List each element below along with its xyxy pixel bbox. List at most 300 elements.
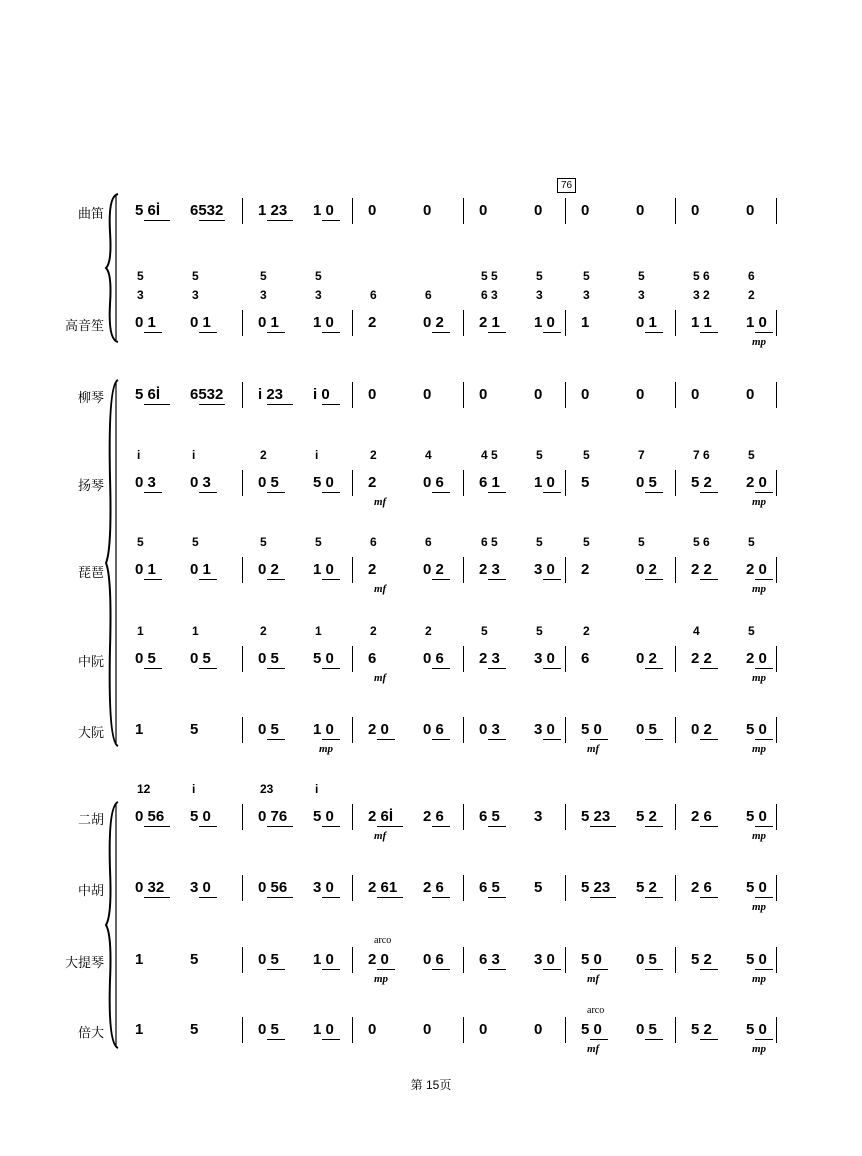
beam-line [700,579,718,580]
note-group: 0 5 [636,1021,657,1038]
barline [463,875,464,901]
barline [675,646,676,672]
chord-note: i [315,782,319,796]
barline [463,947,464,973]
beam-line [488,492,506,493]
barline [675,310,676,336]
note-group: 0 [479,1021,488,1038]
dynamic-mark: mp [752,830,767,842]
note-group: 5 0 [313,808,334,825]
chord-note: 5 [260,269,267,283]
barline [565,1017,566,1043]
note-group: 5 [190,721,199,738]
beam-line [144,220,170,221]
chord-note: 5 [536,448,543,462]
barline [352,198,353,224]
beam-line [700,492,718,493]
note-group: 0 [368,1021,377,1038]
barline [242,557,243,583]
note-group: 2 6 [423,808,444,825]
beam-line [322,492,340,493]
chord-note: 6 [370,288,377,302]
note-group: 6 5 [479,808,500,825]
dynamic-mark: mp [319,743,334,755]
note-group: 2 6 [691,808,712,825]
beam-line [755,969,773,970]
note-group: 2 2 [691,650,712,667]
beam-line [267,969,285,970]
chord-note: 6 [425,535,432,549]
chord-note: 5 [536,535,543,549]
beam-line [645,492,663,493]
chord-note: 6 [370,535,377,549]
beam-line [700,1039,718,1040]
barline [242,875,243,901]
note-group: 0 6 [423,721,444,738]
note-group: 3 0 [534,650,555,667]
beam-line [700,826,718,827]
note-group: 0 [746,386,755,403]
beam-line [199,404,225,405]
note-group: 3 0 [190,879,211,896]
note-group: 0 [691,202,700,219]
note-group: 0 6 [423,474,444,491]
beam-line [755,897,773,898]
note-group: 5 2 [691,1021,712,1038]
note-group: 0 2 [636,650,657,667]
note-group: 0 1 [636,314,657,331]
note-group: 0 [423,202,432,219]
beam-line [199,668,217,669]
beam-line [267,897,293,898]
note-group: 6532 [190,202,224,219]
note-group: 3 0 [534,721,555,738]
note-group: 5 0 [746,951,767,968]
note-group: 5 0 [313,650,334,667]
brace-bowed [104,800,120,1050]
chord-note: 5 [638,535,645,549]
note-group: 0 [479,202,488,219]
note-group: 2 [368,474,377,491]
chord-note: 5 [315,269,322,283]
note-group: 2 [368,314,377,331]
barline [675,198,676,224]
beam-line [144,404,170,405]
barline [675,557,676,583]
beam-line [432,579,450,580]
barline [565,646,566,672]
chord-note: 6 [425,288,432,302]
note-group: 0 5 [636,721,657,738]
chord-note: i [137,448,141,462]
beam-line [645,826,663,827]
chord-note: 3 [192,288,199,302]
barline [776,1017,777,1043]
dynamic-mark: mp [374,973,389,985]
note-group: 5 0 [581,721,602,738]
barline [352,382,353,408]
barline [242,310,243,336]
note-group: 5 2 [636,879,657,896]
beam-line [755,579,773,580]
chord-note: 5 [315,535,322,549]
note-group: 0 [636,202,645,219]
beam-line [377,897,403,898]
beam-line [645,969,663,970]
beam-line [488,897,506,898]
barline [463,557,464,583]
chord-note: 5 6 [693,269,710,283]
instrument-label: 琵琶 [77,565,104,580]
note-group: 0 1 [190,561,211,578]
instrument-label: 柳琴 [77,390,104,405]
barline [463,310,464,336]
beam-line [199,579,217,580]
brace-winds [104,192,120,344]
chord-note: 3 [315,288,322,302]
beam-line [543,668,561,669]
note-group: 6 5 [479,879,500,896]
beam-line [543,739,561,740]
barline [776,804,777,830]
note-group: 5 6İ [135,202,161,219]
note-group: 0 [691,386,700,403]
note-group: 0 2 [636,561,657,578]
note-group: 0 [423,386,432,403]
chord-note: 5 [748,535,755,549]
barline [463,717,464,743]
beam-line [144,492,162,493]
beam-line [645,897,663,898]
note-group: 0 [534,386,543,403]
dynamic-mark: mp [752,1043,767,1055]
barline [675,947,676,973]
chord-note: 6 [748,269,755,283]
beam-line [432,826,450,827]
note-group: 0 56 [135,808,165,825]
note-group: 0 5 [258,474,279,491]
note-group: 0 2 [423,314,444,331]
barline [565,198,566,224]
instrument-label: 大提琴 [64,955,104,970]
chord-note: 2 [260,448,267,462]
beam-line [645,579,663,580]
chord-note: 5 [583,535,590,549]
chord-note: 7 6 [693,448,710,462]
barline [565,947,566,973]
barline [242,198,243,224]
note-group: 0 5 [258,650,279,667]
dynamic-mark: mp [752,496,767,508]
beam-line [590,1039,608,1040]
note-group: 5 0 [581,951,602,968]
barline [675,804,676,830]
note-group: 0 [746,202,755,219]
beam-line [755,492,773,493]
beam-line [322,826,340,827]
barline [565,470,566,496]
beam-line [432,492,450,493]
beam-line [590,969,608,970]
note-group: 6 [368,650,377,667]
chord-note: 5 [137,269,144,283]
note-group: 2 0 [368,951,389,968]
note-group: 0 2 [423,561,444,578]
note-group: 3 0 [534,561,555,578]
chord-note: 6 5 [481,535,498,549]
chord-note: 5 [192,269,199,283]
note-group: 5 2 [691,951,712,968]
note-group: 2 61 [368,879,398,896]
page-footer: 第 15页 [410,1078,452,1092]
beam-line [199,332,217,333]
beam-line [432,668,450,669]
chord-note: 2 [748,288,755,302]
chord-note: 4 [425,448,432,462]
beam-line [322,404,340,405]
barline [242,382,243,408]
note-group: 0 5 [135,650,156,667]
barline [352,875,353,901]
dynamic-mark: mp [752,973,767,985]
barline [776,947,777,973]
chord-note: 2 [370,448,377,462]
dynamic-mark: mf [587,973,600,985]
dynamic-mark: mp [752,743,767,755]
note-group: 6 3 [479,951,500,968]
chord-note: 7 [638,448,645,462]
note-group: 5 0 [746,1021,767,1038]
chord-note: 3 [583,288,590,302]
chord-note: i [192,782,196,796]
chord-note: 5 [260,535,267,549]
note-group: 2 0 [746,650,767,667]
chord-note: 23 [260,782,274,796]
chord-note: i [315,448,319,462]
dynamic-mark: mf [374,672,387,684]
note-group: 0 5 [636,474,657,491]
note-group: 5 [534,879,543,896]
note-group: 2 1 [479,314,500,331]
barline [463,1017,464,1043]
note-group: 6532 [190,386,224,403]
barline [352,646,353,672]
beam-line [432,897,450,898]
beam-line [488,668,506,669]
note-group: 0 5 [258,951,279,968]
chord-note: 5 [583,269,590,283]
barline [463,198,464,224]
note-group: 5 0 [313,474,334,491]
note-group: 5 [190,951,199,968]
beam-line [322,739,340,740]
instrument-label: 大阮 [77,725,104,740]
note-group: 1 [581,314,590,331]
beam-line [322,969,340,970]
beam-line [488,826,506,827]
barline [776,310,777,336]
barline [352,557,353,583]
note-group: 2 0 [746,474,767,491]
note-group: 0 3 [190,474,211,491]
beam-line [267,826,293,827]
note-group: 0 1 [135,314,156,331]
chord-note: 5 [748,448,755,462]
note-group: 1 23 [258,202,288,219]
beam-line [199,492,217,493]
note-group: 1 [135,951,144,968]
dynamic-mark: mp [752,583,767,595]
beam-line [645,668,663,669]
barline [776,557,777,583]
barline [242,470,243,496]
note-group: 1 [135,721,144,738]
barline [675,470,676,496]
note-group: 1 [135,1021,144,1038]
note-group: 1 0 [313,202,334,219]
beam-line [700,739,718,740]
note-group: 0 [368,386,377,403]
beam-line [488,969,506,970]
beam-line [543,492,561,493]
beam-line [267,739,285,740]
note-group: 5 0 [746,879,767,896]
beam-line [377,739,395,740]
rehearsal-mark: 76 [557,178,576,193]
note-group: 0 [368,202,377,219]
beam-line [377,969,395,970]
note-group: 3 [534,808,543,825]
beam-line [322,897,340,898]
barline [776,382,777,408]
beam-line [543,579,561,580]
beam-line [432,332,450,333]
note-group: 2 0 [746,561,767,578]
note-group: 0 1 [190,314,211,331]
beam-line [700,897,718,898]
dynamic-mark: mf [374,583,387,595]
barline [463,646,464,672]
beam-line [144,332,162,333]
chord-note: 3 [536,288,543,302]
brace-plucked [104,378,120,748]
note-group: 1 0 [746,314,767,331]
note-group: 2 2 [691,561,712,578]
beam-line [199,897,217,898]
arco-mark: arco [587,1005,605,1016]
note-group: i 23 [258,386,284,403]
dynamic-mark: mp [752,901,767,913]
barline [776,717,777,743]
note-group: 3 0 [313,879,334,896]
barline [352,310,353,336]
beam-line [322,332,340,333]
instrument-label: 曲笛 [77,206,104,221]
note-group: 1 0 [313,561,334,578]
dynamic-mark: mp [752,672,767,684]
beam-line [543,332,561,333]
beam-line [645,1039,663,1040]
beam-line [700,969,718,970]
note-group: 5 2 [636,808,657,825]
chord-note: 3 2 [693,288,710,302]
note-group: 0 3 [135,474,156,491]
barline [242,717,243,743]
beam-line [590,739,608,740]
note-group: 5 [190,1021,199,1038]
note-group: 0 [534,1021,543,1038]
note-group: 2 3 [479,650,500,667]
barline [463,382,464,408]
dynamic-mark: mf [587,1043,600,1055]
beam-line [488,332,506,333]
instrument-label: 高音笙 [64,318,104,333]
chord-note: 5 [748,624,755,638]
barline [352,470,353,496]
note-group: 0 5 [636,951,657,968]
barline [565,804,566,830]
chord-note: 3 [638,288,645,302]
dynamic-mark: mf [587,743,600,755]
beam-line [700,668,718,669]
arco-mark: arco [374,935,392,946]
barline [352,1017,353,1043]
beam-line [267,404,293,405]
note-group: 0 [581,202,590,219]
note-group: 0 2 [258,561,279,578]
chord-note: 2 [370,624,377,638]
note-group: 5 6İ [135,386,161,403]
note-group: i 0 [313,386,330,403]
instrument-label: 倍大 [77,1025,104,1040]
chord-note: i [192,448,196,462]
note-group: 5 [581,474,590,491]
beam-line [488,739,506,740]
beam-line [267,579,285,580]
note-group: 0 1 [258,314,279,331]
barline [565,382,566,408]
note-group: 1 0 [313,314,334,331]
dynamic-mark: mf [374,496,387,508]
beam-line [700,332,718,333]
beam-line [322,579,340,580]
barline [463,804,464,830]
barline [675,382,676,408]
note-group: 2 [368,561,377,578]
barline [463,470,464,496]
chord-note: 5 [583,448,590,462]
note-group: 0 76 [258,808,288,825]
barline [565,875,566,901]
dynamic-mark: mf [374,830,387,842]
note-group: 5 0 [190,808,211,825]
note-group: 5 23 [581,808,611,825]
note-group: 0 [636,386,645,403]
barline [776,470,777,496]
note-group: 2 3 [479,561,500,578]
chord-note: 5 6 [693,535,710,549]
beam-line [755,668,773,669]
note-group: 0 5 [190,650,211,667]
chord-note: 5 [192,535,199,549]
beam-line [645,332,663,333]
barline [352,717,353,743]
note-group: 5 23 [581,879,611,896]
note-group: 0 3 [479,721,500,738]
chord-note: 12 [137,782,151,796]
chord-note: 2 [583,624,590,638]
note-group: 0 [581,386,590,403]
